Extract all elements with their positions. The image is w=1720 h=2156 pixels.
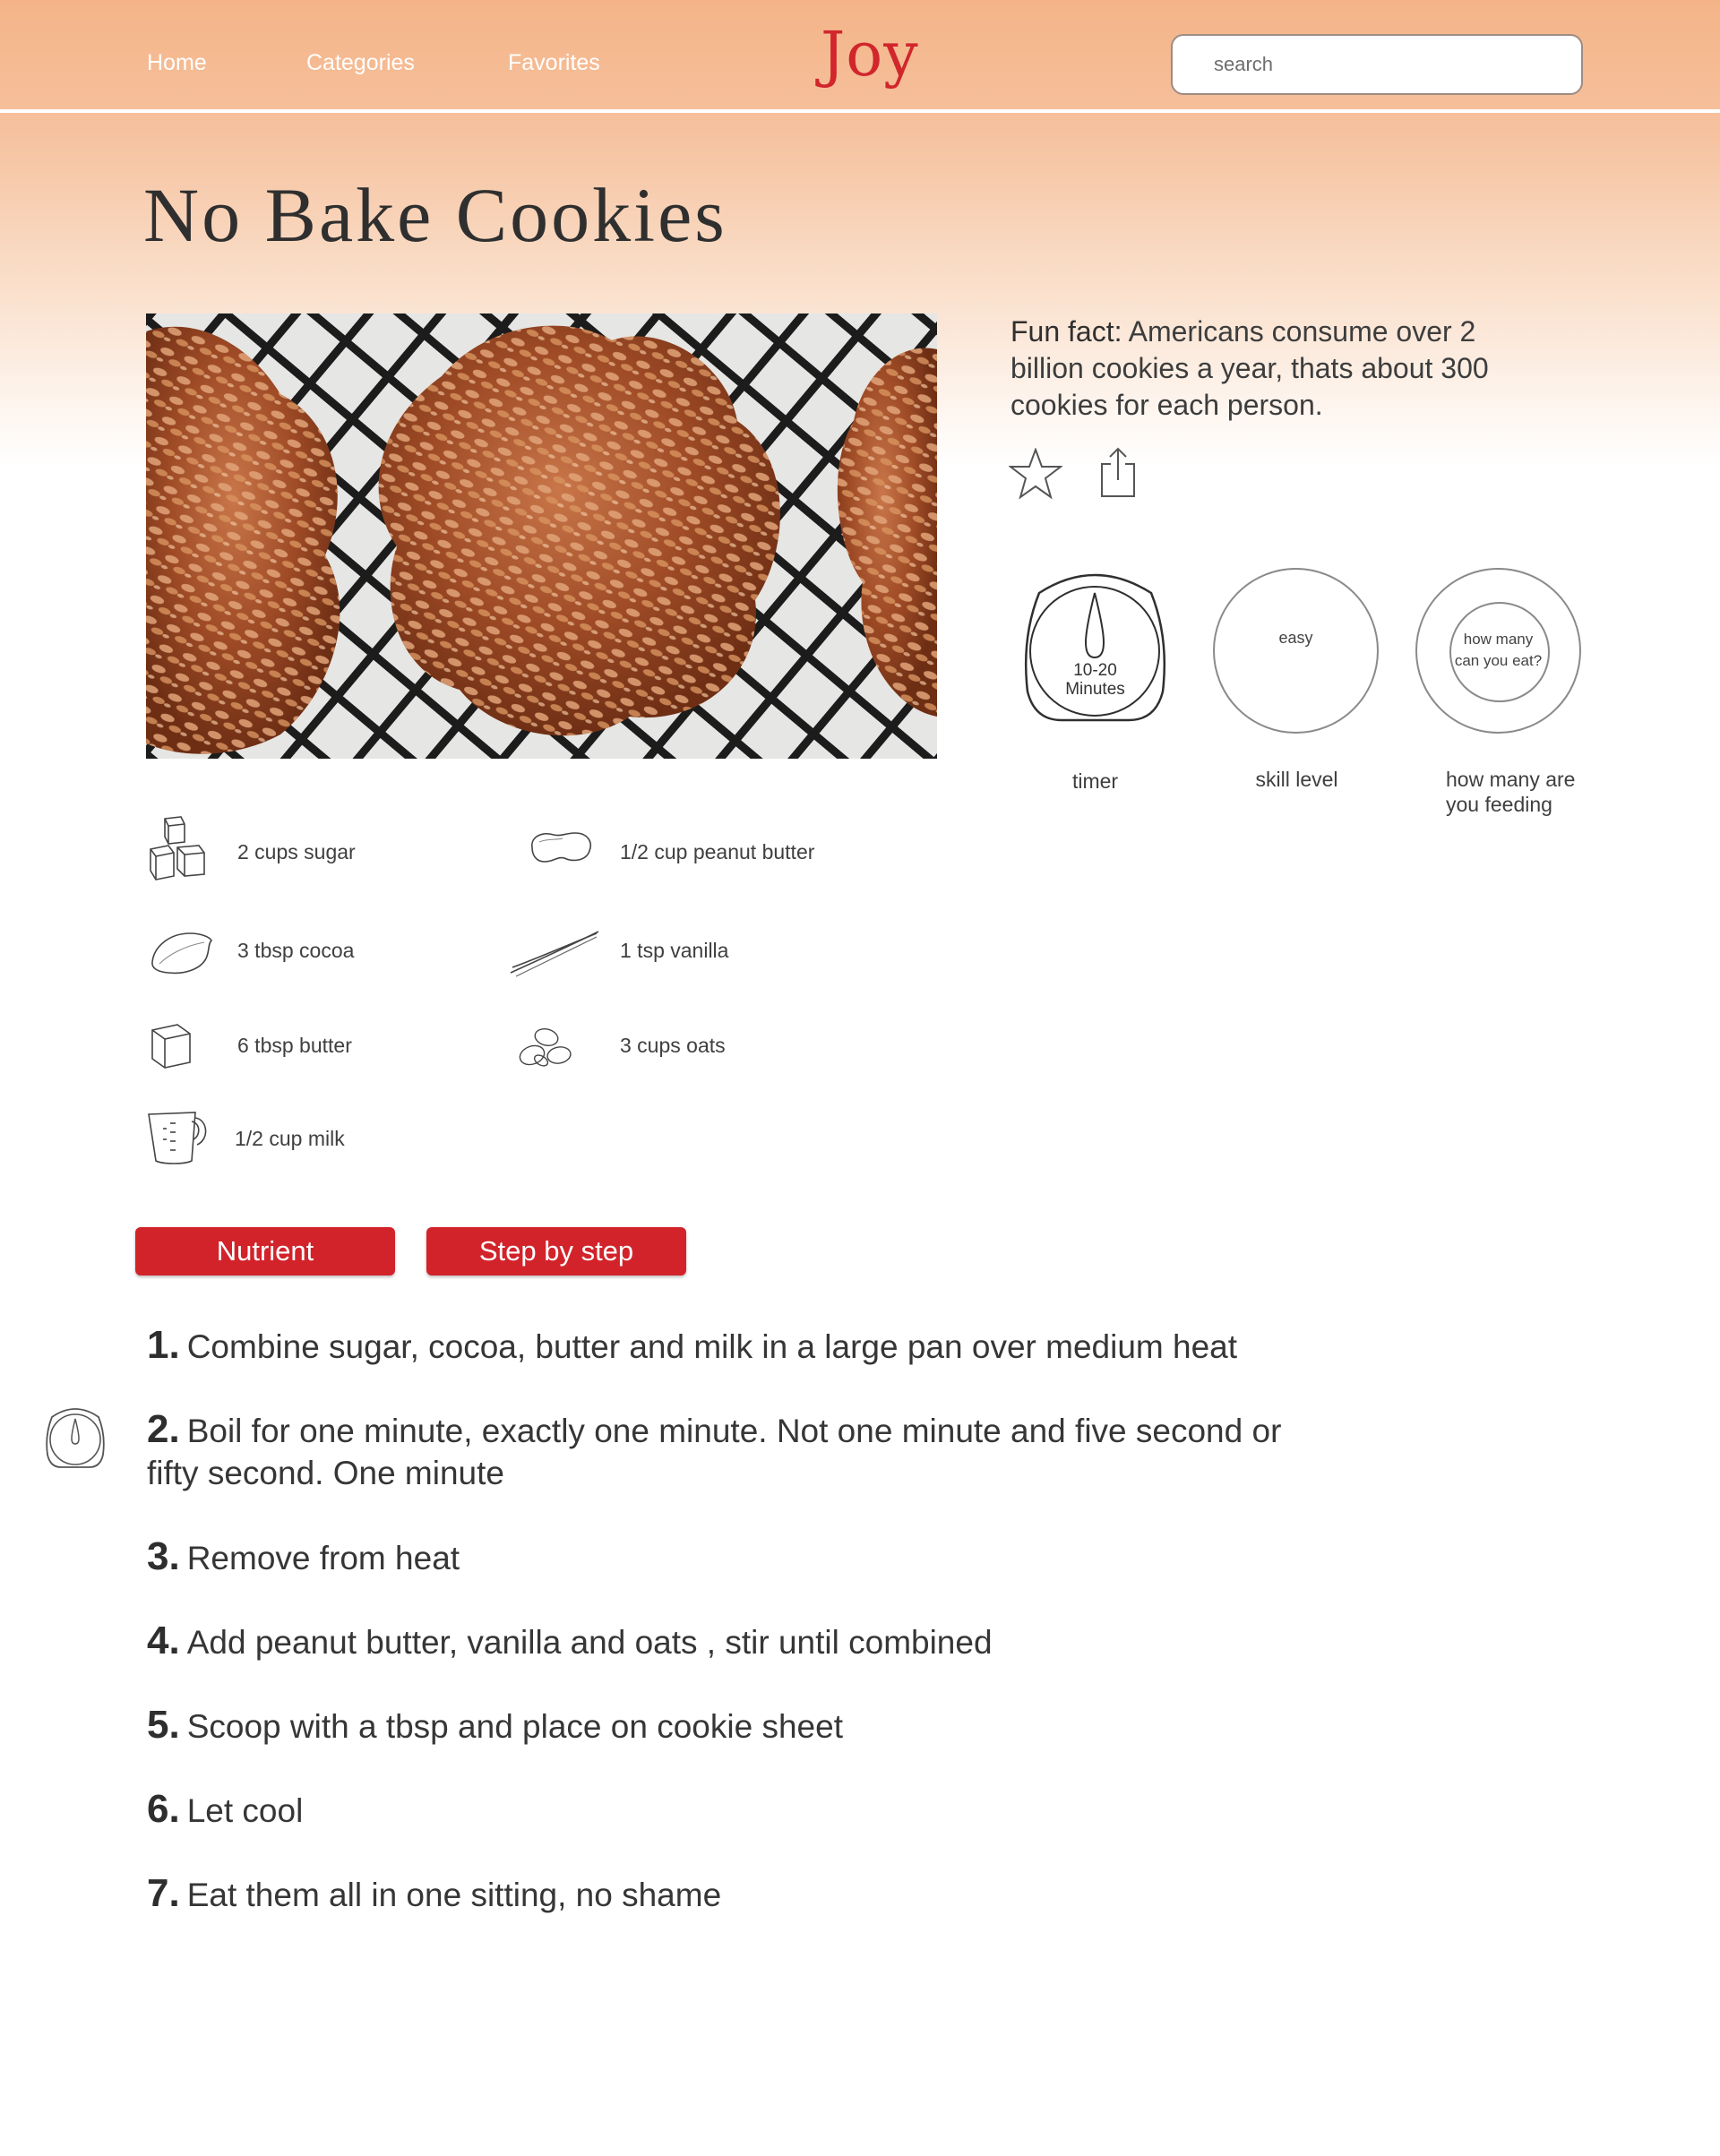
skill-level-label: skill level	[1255, 768, 1338, 791]
search-input[interactable]	[1171, 34, 1583, 95]
recipe-hero-image	[146, 314, 937, 759]
step-item: 5. Scoop with a tbsp and place on cookie sheet	[147, 1703, 843, 1747]
kitchen-timer-icon	[45, 1404, 106, 1469]
fun-fact-text: Americans consume over 2 billion cookies a year, thats about 300 cookies for each person.	[1010, 315, 1489, 421]
step-item: 4. Add peanut butter, vanilla and oats , stir until combined	[147, 1619, 993, 1662]
favorite-star-button[interactable]	[1009, 448, 1062, 504]
ingredient-item: 1/2 cup milk	[235, 1127, 345, 1150]
timer-widget[interactable]	[1021, 566, 1169, 728]
measuring-cup-icon	[145, 1109, 211, 1166]
ingredient-item: 6 tbsp butter	[237, 1034, 352, 1057]
step-item: 3. Remove from heat	[147, 1534, 460, 1578]
top-navigation-bar	[0, 0, 1720, 113]
ingredient-item: 2 cups sugar	[237, 840, 356, 863]
nav-categories-link[interactable]: Categories	[306, 50, 415, 75]
page-title: No Bake Cookies	[143, 172, 727, 258]
cocoa-bean-icon	[149, 928, 213, 976]
cookie-photo	[146, 314, 937, 759]
share-button[interactable]	[1100, 446, 1136, 502]
servings-prompt-line1: how many	[1463, 631, 1534, 648]
vanilla-pod-icon	[507, 928, 602, 978]
servings-widget[interactable]	[1415, 568, 1581, 734]
tab-nutrient[interactable]: Nutrient	[135, 1227, 395, 1276]
fun-fact-lead: Fun fact:	[1010, 315, 1122, 348]
step-item: 6. Let cool	[147, 1787, 304, 1831]
tab-step-by-step[interactable]: Step by step	[426, 1227, 686, 1276]
share-icon	[1100, 446, 1136, 498]
ingredient-item: 3 cups oats	[620, 1034, 726, 1057]
star-icon	[1009, 448, 1062, 500]
servings-label-line1: how many are	[1446, 768, 1576, 791]
servings-prompt-line2: can you eat?	[1454, 652, 1543, 669]
nav-favorites-link[interactable]: Favorites	[508, 50, 600, 75]
timer-value-unit: Minutes	[1065, 680, 1125, 699]
nav-home-link[interactable]: Home	[147, 50, 207, 75]
site-logo[interactable]: Joy	[821, 20, 919, 90]
timer-label: timer	[1071, 769, 1119, 793]
skill-level-widget[interactable]	[1213, 568, 1379, 734]
step-item: 1. Combine sugar, cocoa, butter and milk in a large pan over medium heat	[147, 1323, 1238, 1367]
step-timer-button[interactable]	[45, 1404, 106, 1473]
step-item: 2. Boil for one minute, exactly one minute. Not one minute and five second or fifty second. One minute	[147, 1407, 1282, 1491]
skill-level-value: easy	[1278, 629, 1313, 647]
servings-label-line2: you feeding	[1446, 793, 1552, 816]
oats-icon	[514, 1021, 577, 1071]
ingredient-item: 3 tbsp cocoa	[237, 939, 355, 962]
butter-icon	[147, 1021, 197, 1071]
fun-fact	[1010, 314, 1548, 424]
ingredient-item: 1/2 cup peanut butter	[620, 840, 815, 863]
sugar-cubes-icon	[147, 815, 211, 881]
step-item: 7. Eat them all in one sitting, no shame	[147, 1871, 722, 1915]
kitchen-timer-icon	[1021, 566, 1169, 724]
timer-value-range: 10-20	[1073, 661, 1117, 680]
ingredient-item: 1 tsp vanilla	[620, 939, 729, 962]
peanut-icon	[527, 828, 595, 867]
